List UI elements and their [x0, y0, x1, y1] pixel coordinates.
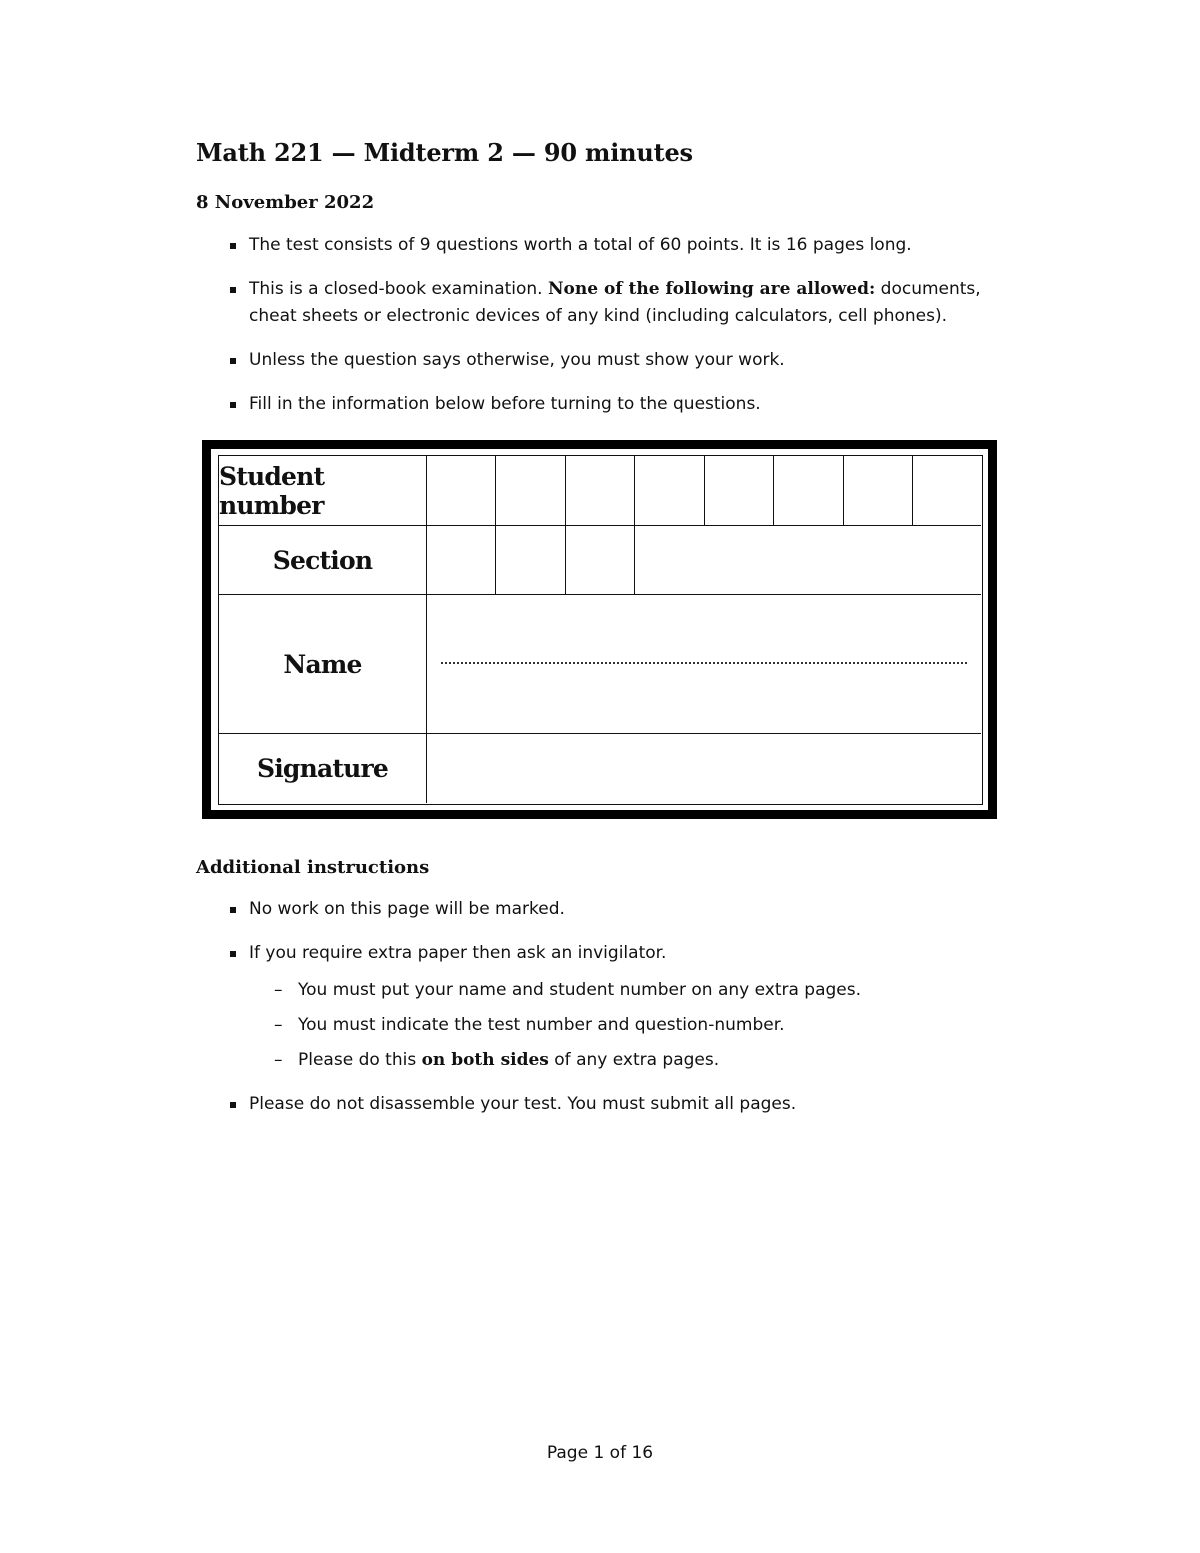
bullet-icon	[230, 1102, 236, 1108]
instruction-item	[228, 940, 1018, 1074]
dash-icon: –	[274, 980, 283, 1000]
section-label: Section	[219, 526, 427, 595]
bullet-icon	[230, 358, 236, 364]
sub-instruction-text: You must indicate the test number and question-number.	[298, 1015, 785, 1035]
instruction-text: No work on this page will be marked.	[249, 899, 565, 919]
section-blank-area	[635, 526, 981, 595]
dash-icon: –	[274, 1015, 283, 1035]
dash-icon: –	[274, 1050, 283, 1070]
instruction-item	[228, 1091, 1018, 1118]
student-number-digit-box[interactable]	[566, 456, 635, 526]
instruction-text: If you require extra paper then ask an invigilator.	[249, 943, 667, 963]
rule-text: Fill in the information below before turning to the questions.	[249, 394, 761, 414]
student-number-digit-box[interactable]	[913, 456, 981, 526]
signature-field[interactable]	[427, 734, 981, 803]
rule-item	[228, 232, 1018, 259]
additional-instructions-list	[228, 896, 1018, 1135]
additional-instructions-heading: Additional instructions	[196, 857, 430, 878]
exam-date: 8 November 2022	[196, 192, 375, 213]
instruction-item	[228, 896, 1018, 923]
bullet-icon	[230, 287, 236, 293]
rule-text: documents, cheat sheets or electronic devices of any kind (including calculators, cell phones).	[249, 279, 981, 326]
rule-item	[228, 276, 1018, 330]
section-digit-box[interactable]	[496, 526, 566, 595]
instruction-sub-list	[274, 977, 1018, 1074]
student-info-box	[202, 440, 997, 819]
student-number-digit-box[interactable]	[844, 456, 913, 526]
exam-rules-list	[228, 232, 1018, 435]
name-field[interactable]	[427, 595, 981, 734]
rule-text: The test consists of 9 questions worth a total of 60 points. It is 16 pages long.	[249, 235, 912, 255]
bullet-icon	[230, 907, 236, 913]
sub-instruction-item	[274, 1047, 1018, 1074]
rule-item	[228, 347, 1018, 374]
exam-title: Math 221 — Midterm 2 — 90 minutes	[196, 138, 693, 167]
sub-instruction-item	[274, 1012, 1018, 1039]
student-number-digit-box[interactable]	[705, 456, 774, 526]
student-number-digit-box[interactable]	[774, 456, 844, 526]
section-digit-box[interactable]	[427, 526, 496, 595]
student-number-label: Student number	[219, 456, 427, 526]
section-digit-box[interactable]	[566, 526, 635, 595]
sub-instruction-text: of any extra pages.	[554, 1050, 720, 1070]
name-dotted-line	[441, 662, 967, 664]
sub-instruction-text: You must put your name and student number on any extra pages.	[298, 980, 862, 1000]
student-number-digit-box[interactable]	[496, 456, 566, 526]
rule-text: This is a closed-book examination.	[249, 279, 543, 299]
name-label: Name	[219, 595, 427, 734]
signature-label: Signature	[219, 734, 427, 803]
student-info-grid	[218, 455, 983, 805]
instruction-text: Please do not disassemble your test. You must submit all pages.	[249, 1094, 797, 1114]
sub-instruction-item	[274, 977, 1018, 1004]
rule-item	[228, 391, 1018, 418]
page-number: Page 1 of 16	[546, 1443, 654, 1463]
student-number-digit-box[interactable]	[635, 456, 705, 526]
rule-text: Unless the question says otherwise, you must show your work.	[249, 350, 785, 370]
bullet-icon	[230, 951, 236, 957]
sub-instruction-emphasis: on both sides	[421, 1050, 549, 1070]
student-number-digit-box[interactable]	[427, 456, 496, 526]
bullet-icon	[230, 243, 236, 249]
sub-instruction-text: Please do this	[298, 1050, 417, 1070]
bullet-icon	[230, 402, 236, 408]
rule-emphasis: None of the following are allowed:	[548, 279, 876, 299]
